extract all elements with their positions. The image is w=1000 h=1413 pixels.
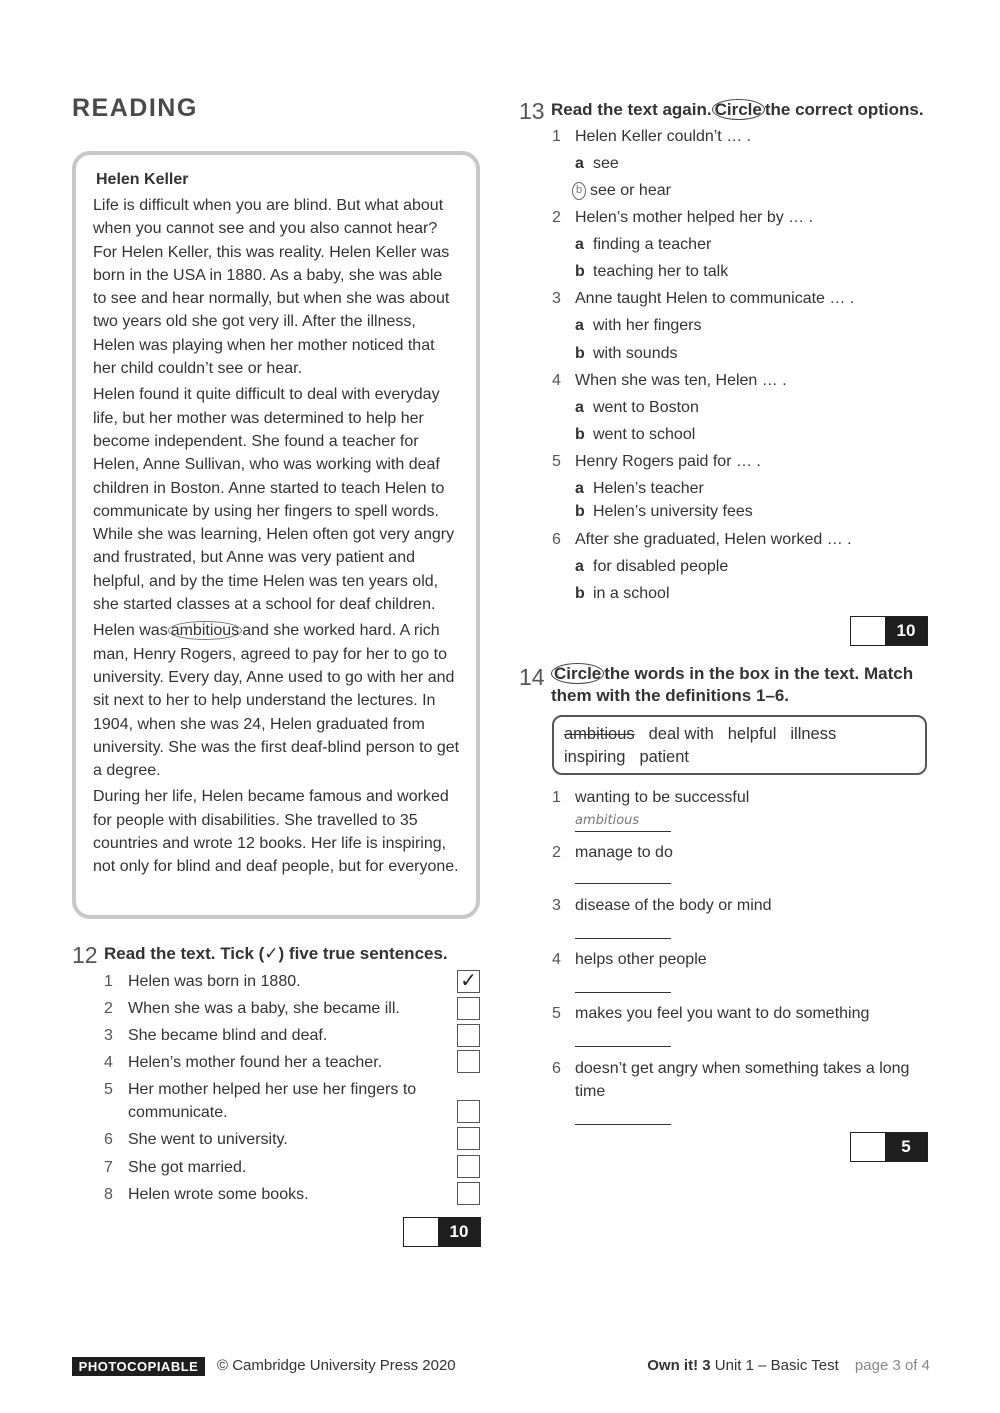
story-title: Helen Keller: [96, 171, 189, 188]
tf-item-text: She got married.: [128, 1159, 247, 1176]
question-text: Helen Keller couldn’t … .: [575, 128, 752, 145]
tick-box-8[interactable]: [457, 1182, 480, 1205]
test-label: Basic Test: [770, 1357, 839, 1374]
exercise-13-number: 13: [519, 98, 545, 124]
option-letter: b: [575, 426, 585, 443]
question-text: When she was ten, Helen … .: [575, 372, 787, 389]
instruction-part: the words in the box in the text. Match them with the definitions 1–6.: [551, 664, 914, 705]
option-letter: b: [575, 263, 585, 280]
question-6-option-b[interactable]: [575, 583, 670, 605]
question-text: After she graduated, Helen worked … .: [575, 531, 852, 548]
circled-option-letter: b: [572, 182, 586, 200]
exercise-14-header: [519, 661, 919, 707]
definition-text: doesn’t get angry when something takes a long time: [575, 1060, 910, 1100]
exercise-12-score-box: [403, 1217, 481, 1247]
tf-item-7: [104, 1156, 480, 1180]
story-paragraph-3: [93, 619, 460, 782]
definition-number: 2: [552, 844, 561, 861]
question-2-option-a[interactable]: [575, 234, 711, 256]
word-deal-with[interactable]: deal with: [648, 725, 714, 743]
score-total: 5: [885, 1133, 927, 1161]
tick-box-6[interactable]: [457, 1127, 480, 1150]
tf-item-3: [104, 1024, 480, 1048]
definition-number: 3: [552, 897, 561, 914]
tf-item-text: Helen was born in 1880.: [128, 973, 301, 990]
answer-line-2[interactable]: [575, 864, 671, 884]
option-text: see: [593, 155, 619, 172]
word-inspiring[interactable]: inspiring: [564, 748, 626, 766]
option-letter: b: [575, 585, 585, 602]
tf-item-6: [104, 1128, 480, 1152]
tf-item-text: When she was a baby, she became ill.: [128, 1000, 400, 1017]
circled-instruction-word: Circle: [712, 99, 765, 120]
tf-item-text: Her mother helped her use her fingers to communicate.: [128, 1081, 417, 1121]
question-3-option-a[interactable]: [575, 315, 702, 337]
tf-item-number: 5: [104, 1081, 113, 1098]
option-text: finding a teacher: [593, 236, 712, 253]
word-box: [552, 715, 927, 775]
question-3-option-b[interactable]: [575, 343, 678, 365]
exercise-14-score-box: [850, 1132, 928, 1162]
score-input-area[interactable]: [851, 617, 885, 645]
answer-line-3[interactable]: [575, 919, 671, 939]
word-helpful[interactable]: helpful: [727, 725, 777, 743]
exercise-14-instruction: [551, 663, 919, 707]
question-text: Anne taught Helen to communicate … .: [575, 290, 855, 307]
definition-text: makes you feel you want to do something: [575, 1005, 870, 1022]
exercise-12-number: 12: [72, 942, 98, 968]
question-number: 6: [552, 531, 561, 548]
tf-item-5: [104, 1078, 480, 1126]
definition-number: 4: [552, 951, 561, 968]
unit-label: Unit 1: [714, 1357, 754, 1374]
option-letter: b: [575, 503, 585, 520]
answer-line-1[interactable]: ambitious: [575, 812, 671, 832]
question-6-option-a[interactable]: [575, 556, 728, 578]
question-1-option-a[interactable]: [575, 153, 619, 175]
circled-word-ambitious[interactable]: ambitious: [168, 621, 242, 640]
answer-line-6[interactable]: [575, 1105, 671, 1125]
score-input-area[interactable]: [404, 1218, 438, 1246]
word-illness[interactable]: illness: [790, 725, 837, 743]
option-letter: a: [575, 399, 584, 416]
tick-box-5[interactable]: [457, 1100, 480, 1123]
question-number: 1: [552, 128, 561, 145]
tf-item-number: 6: [104, 1131, 113, 1148]
tf-item-4: [104, 1051, 480, 1075]
circled-instruction-word: Circle: [551, 663, 604, 684]
book-title: Own it! 3: [647, 1357, 711, 1374]
option-letter: b: [575, 345, 585, 362]
question-5-option-a[interactable]: [575, 478, 704, 500]
tf-item-2: [104, 997, 480, 1021]
tf-item-number: 2: [104, 1000, 113, 1017]
definition-text: wanting to be successful: [575, 789, 750, 806]
exercise-14-number: 14: [519, 664, 545, 690]
option-letter: a: [575, 236, 584, 253]
tick-box-3[interactable]: [457, 1024, 480, 1047]
story-paragraph-2: Helen found it quite difficult to deal with everyday life, but her mother was determined to help her become independent. She found a teacher for Helen, Anne Sullivan, who was working with deaf children in Boston. Anne started to teach Helen to communicate by using her fingers to spell words. While she was learning, Helen often got very angry and frustrated, but Anne was very patient and helpful, and by the time Helen was ten years old, she started classes at a school for deaf children.: [93, 386, 455, 614]
option-letter: a: [575, 480, 584, 497]
question-5-option-b[interactable]: [575, 501, 753, 523]
option-text: in a school: [593, 585, 670, 602]
instruction-part: Read the text again.: [551, 100, 712, 119]
definition-text: disease of the body or mind: [575, 897, 772, 914]
option-text: see or hear: [590, 182, 671, 199]
option-text: for disabled people: [593, 558, 729, 575]
word-ambitious-used[interactable]: ambitious: [564, 725, 635, 743]
story-paragraph-4: During her life, Helen became famous and worked for people with disabilities. She travelled to 35 countries and wrote 12 books. Her life is inspiring, not only for blind and deaf people, but for everyone.: [93, 788, 459, 876]
photocopiable-badge: PHOTOCOPIABLE: [72, 1357, 205, 1376]
tick-box-7[interactable]: [457, 1155, 480, 1178]
question-4-option-b[interactable]: [575, 424, 695, 446]
tick-box-2[interactable]: [457, 997, 480, 1020]
question-number: 5: [552, 453, 561, 470]
footer-dash: –: [758, 1357, 767, 1374]
option-text: Helen’s teacher: [593, 480, 704, 497]
option-text: with her fingers: [593, 317, 702, 334]
tf-item-text: She became blind and deaf.: [128, 1027, 328, 1044]
exercise-12-instruction: Read the text. Tick (✓) five true sentences.: [104, 944, 448, 963]
answer-line-5[interactable]: [575, 1027, 671, 1047]
option-letter: a: [575, 317, 584, 334]
question-1-option-b-selected[interactable]: [572, 180, 671, 202]
exercise-13-instruction: [551, 99, 924, 121]
tick-box-1[interactable]: ✓: [457, 970, 480, 993]
option-text: went to Boston: [593, 399, 699, 416]
tf-item-8: [104, 1183, 480, 1207]
option-letter: a: [575, 558, 584, 575]
story-p3-after: and she worked hard. A rich man, Henry Rogers, agreed to pay for her to go to university. Every day, Anne used to go with her and sit next to her to help understand the lectures. In 1904, when she was 24, Helen graduated from university. She was the first deaf-blind person to get a degree.: [93, 622, 460, 780]
word-patient[interactable]: patient: [639, 748, 689, 766]
option-text: Helen’s university fees: [593, 503, 753, 520]
option-text: with sounds: [593, 345, 678, 362]
question-number: 4: [552, 372, 561, 389]
tf-item-text: Helen wrote some books.: [128, 1186, 309, 1203]
definition-number: 1: [552, 789, 561, 806]
exercise-13-score-box: [850, 616, 928, 646]
tick-box-4[interactable]: [457, 1050, 480, 1073]
story-paragraph-1: Life is difficult when you are blind. But what about when you cannot see and you also cannot hear? For Helen Keller, this was reality. Helen Keller was born in the USA in 1880. As a baby, she was able to see and hear normally, but when she was about two years old she got very ill. After the illness, Helen was playing when her mother noticed that her child couldn’t see or hear.: [93, 197, 450, 378]
answer-line-4[interactable]: [575, 973, 671, 993]
definition-number: 5: [552, 1005, 561, 1022]
question-4-option-a[interactable]: [575, 397, 699, 419]
question-text: Helen’s mother helped her by … .: [575, 209, 814, 226]
copyright: © Cambridge University Press 2020: [217, 1357, 456, 1374]
option-text: went to school: [593, 426, 696, 443]
definition-text: manage to do: [575, 844, 673, 861]
exercise-12-header: [72, 941, 448, 969]
score-input-area[interactable]: [851, 1133, 885, 1161]
tf-item-text: She went to university.: [128, 1131, 288, 1148]
definition-number: 6: [552, 1060, 561, 1077]
tf-item-text: Helen’s mother found her a teacher.: [128, 1054, 383, 1071]
definition-text: helps other people: [575, 951, 707, 968]
question-number: 3: [552, 290, 561, 307]
question-2-option-b[interactable]: [575, 261, 728, 283]
footer-info: [647, 1356, 930, 1376]
score-total: 10: [885, 617, 927, 645]
page-number: page 3 of 4: [854, 1357, 930, 1374]
question-text: Henry Rogers paid for … .: [575, 453, 761, 470]
tf-item-1: [104, 970, 480, 994]
reading-text-box: [72, 151, 480, 919]
option-letter: a: [575, 155, 584, 172]
tf-item-number: 1: [104, 973, 113, 990]
tf-item-number: 7: [104, 1159, 113, 1176]
question-number: 2: [552, 209, 561, 226]
story-p3-before: Helen was: [93, 622, 168, 640]
option-text: teaching her to talk: [593, 263, 729, 280]
section-title: READING: [72, 94, 198, 122]
tf-item-number: 8: [104, 1186, 113, 1203]
score-total: 10: [438, 1218, 480, 1246]
tf-item-number: 4: [104, 1054, 113, 1071]
exercise-13-header: [519, 97, 924, 125]
instruction-part: the correct options.: [764, 100, 924, 119]
tf-item-number: 3: [104, 1027, 113, 1044]
